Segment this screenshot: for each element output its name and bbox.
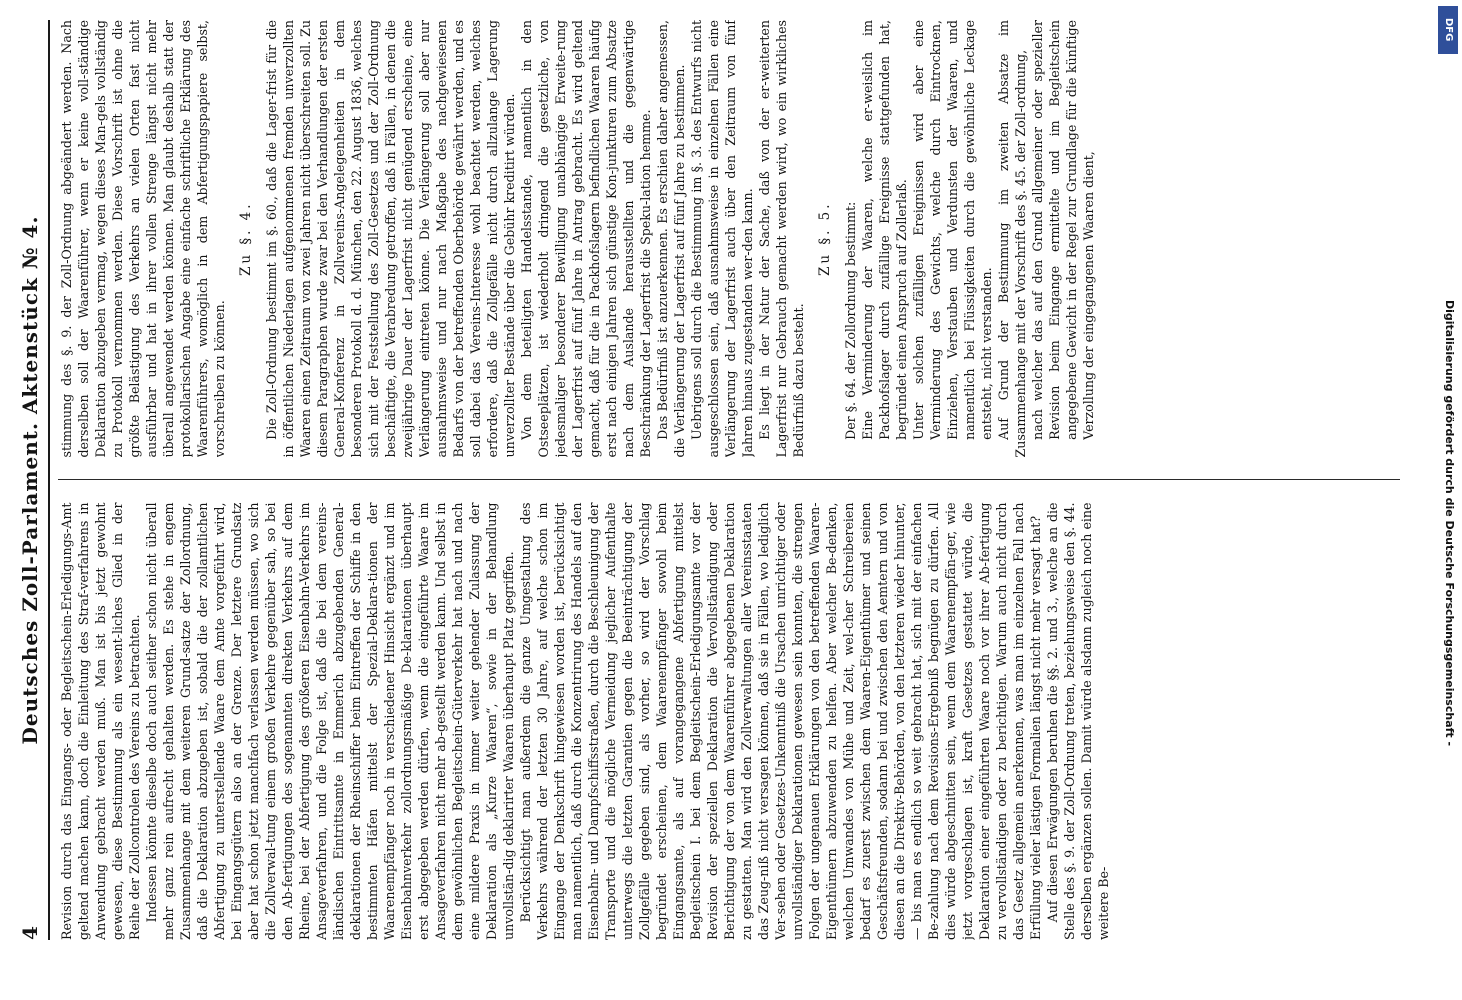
- right-column: [58, 20, 1400, 458]
- right-paragraph: Auf Grund der Bestimmung im zweiten Absatze im Zusammenhange mit der Vorschrift des §. 45. der Zoll-ordnung,: [996, 20, 1028, 458]
- quoted-paragraph: Eine Verminderung der Waaren, welche er-weislich im Packhofslager durch zufällige Ereignisse stattgefunden hat, begründet einen Anspruch auf Zollerlaß.: [860, 20, 909, 440]
- dfg-logo: DFG: [1438, 6, 1458, 54]
- right-paragraph: Der §. 64. der Zollordnung bestimmt:: [843, 201, 858, 440]
- section-heading: Zu §. 4.: [238, 201, 254, 277]
- left-column: [58, 503, 1400, 941]
- left-paragraph: Revision durch das Eingangs- oder Begleitschein-Erledigungs-Amt geltend machen kann, doch die Einleitung des Straf-verfahrens in Anwendung gebracht werden muß. Man ist bis jetzt gewohnt gewesen, diese Bestimmung als ein wesent-liches Glied in der Reihe der Zollcontrolen des Vereins zu betrachten.: [59, 502, 142, 940]
- right-paragraph: stimmung des §. 9. der Zoll-Ordnung abgeändert werden. Nach derselben soll der Waarenführer, wenn er keine voll-ständige Deklaration abzugeben vermag, wegen dieses Man-gels vollständig zu Protokoll vernommen werden. Diese Vorschrift ist ohne die größte Belästigung des Verkehrs an vielen Orten fast nicht ausführbar und hat in ihrer vollen Strenge längst nicht mehr überall angewendet werden können. Man glaubt deshalb statt der protokollarischen Angabe eine einfache schriftliche Erklärung des Waarenführers, womöglich in dem Abfertigungspapiere selbst, vorschreiben zu können.: [59, 20, 227, 458]
- page-header: [14, 20, 50, 940]
- column-divider: [58, 480, 1400, 481]
- right-paragraph: Das Bedürfniß ist anzuerkennen. Es erschien daher angemessen, die Verlängerung der Lagerfrist auf fünf Jahre zu bestimmen.: [655, 20, 687, 458]
- right-paragraph: Die Zoll-Ordnung bestimmt im §. 60., daß die Lager-frist für die in öffentlichen Niederlagen aufgenommenen fremden unverzollten Waaren einen Zeitraum von zwei Jahren nicht überschreiten soll. Zu diesem Paragraphen wurde zwar bei den Verhandlungen der ersten General-Konferenz in Zollvereins-Angelegenheiten in dem besonderen Protokoll d. d. München, den 22. August 1836, welches sich mit der Feststellung des Zoll-Gesetzes und der Zoll-Ordnung beschäftigte, die Verabredung getroffen, daß in Fällen, in denen die zweijährige Dauer der Lagerfrist nicht genügend erscheine, eine Verlängerung eintreten könne. Die Verlängerung soll aber nur ausnahmsweise und nur nach Maßgabe des nachgewiesenen Bedarfs von der betreffenden Oberbehörde gewährt werden, und es soll dabei das Vereins-Interesse wohl beachtet werden, welches erfordere, daß die Zollgefälle nicht durch allzulange Lagerung unverzollter Bestände über die Gebühr kreditirt würden.: [264, 20, 517, 458]
- quoted-paragraph: Unter solchen zufälligen Ereignissen wird aber eine Verminderung des Gewichts, welche durch Eintrocknen, Einziehen, Verstauben und Verdunsten der Waaren, und namentlich bei Flüssigkeiten durch die gewöhnliche Leckage entsteht, nicht verstanden.: [911, 20, 994, 440]
- left-paragraph: Berücksichtigt man außerdem die ganze Umgestaltung des Verkehrs während der letzten 30 Jahre, auf welche schon im Eingange der Denkschrift hingewiesen worden ist, berücksichtigt man namentlich, daß durch die Konzentrirung des Handels auf den Eisenbahn- und Dampfschiffsstraßen, durch die Beschleunigung der Transporte und die mögliche Vermeidung jeglicher Aufenthalte unterwegs die letzten Garantien gegen die Beeinträchtigung der Zollgefälle gegeben sind, als vorher, so wird der Vorschlag begründet erscheinen, dem Waarenempfänger sowohl beim Eingangsamte, als auf vorangegangene Abfertigung mittelst Begleitschein I. bei dem Begleitschein-Erledigungsamte vor der Revision der speziellen Deklaration die Vervollständigung oder Berichtigung der von dem Waarenführer abgegebenen Deklaration zu gestatten. Man wird den Zollverwaltungen aller Vereinsstaaten das Zeug-niß nicht versagen können, daß sie in Fällen, wo lediglich Ver-sehen oder Gesetzes-Unkenntniß die Ursachen unrichtiger oder unvollständiger Deklarationen gewesen sein konnten, die strengen Folgen der ungenauen Erklärungen von den betreffenden Waaren-Eigenthümern abzuwenden zu helfen. Aber welcher Be-denken, welchen Umwandes von Mühe und Zeit, wel-cher Schreibereien bedarf es zuerst zwischen dem Waaren-Eigenthümer und seinen Geschäftsfreunden, sodann bei und zwischen den Aemtern und von diesen an die Direktiv-Behörden, von den letzteren wieder hinunter, — bis man es endlich so weit gebracht hat, sich mit der einfachen Be-zahlung nach dem Revisions-Ergebniß begnügen zu dürfen. All dies würde abgeschnitten sein, wenn dem Waarenempfän-ger, wie jetzt vorgeschlagen ist, kraft Gesetzes gestattet würde, die Deklaration einer eingeführten Waare noch vor ihrer Ab-fertigung zu vervollständigen oder zu berichtigen. Warum auch nicht durch das Gesetz allgemein anerkennen, was man im einzelnen Fall nach Erfüllung vieler lästigen Formalien längst nicht mehr versagt hat?: [518, 502, 1043, 940]
- digitization-note: Digitalisierung gefördert durch die Deutsche Forschungsgemeinschaft -: [1443, 300, 1456, 747]
- running-title: Deutsches Zoll-Parlament. Aktenstück № 4.: [18, 215, 42, 745]
- left-paragraph: Auf diesen Erwägungen beruhen die §§. 2. und 3., welche an die Stelle des §. 9. der Zoll-Ordnung treten, beziehungsweise den §. 44. derselben ergänzen sollen. Damit würde alsdann zugleich noch eine weitere Be-: [1045, 502, 1111, 940]
- page-body: [58, 20, 1400, 940]
- page-number: 4: [18, 926, 42, 940]
- quoted-paragraph: nach welcher das auf den Grund allgemeiner oder spezieller Revision beim Eingange ermittelte und im Begleitschein angegebene Gewicht in der Regel zur Grundlage für die künftige Verzollung der eingegangenen Waaren dient,: [1030, 20, 1096, 440]
- section-heading: Zu §. 5.: [817, 201, 833, 277]
- right-paragraph: Es liegt in der Natur der Sache, daß von der er-weiterten Lagerfrist nur Gebrauch gemacht werden wird, wo ein wirkliches Bedürfniß dazu besteht.: [757, 20, 806, 458]
- right-paragraph: Von dem beteiligten Handelsstande, namentlich in den Ostseeplätzen, ist wiederholt dringend die gesetzliche, von jedesmaliger besonderer Bewilligung unabhängige Erweite-rung der Lagerfrist auf fünf Jahre in Antrag gebracht. Es wird geltend gemacht, daß für die in Packhofslagern befindlichen Waaren häufig erst nach einigen Jahren sich günstige Kon-junkturen zum Absatze nach dem Auslande herausstellten und die gegenwärtige Beschränkung der Lagerfrist die Speku-lation hemme.: [519, 20, 653, 458]
- right-paragraph: Uebrigens soll durch die Bestimmung im §. 3. des Entwurfs nicht ausgeschlossen sein, daß ausnahmsweise in einzelnen Fällen eine Verlängerung der Lagerfrist auch über den Zeitraum von fünf Jahren hinaus zugestanden wer-den kann.: [689, 20, 755, 458]
- left-paragraph: Indessen könnte dieselbe doch auch seither schon nicht überall mehr ganz rein aufrecht gehalten werden. Es stehe in engem Zusammenhange mit dem weiteren Grund-satze der Zollordnung, daß die Deklaration abzugeben ist, sobald die der zollamtlichen Abfertigung zu unterstellende Waare dem Amte vorgeführt wird, bei Eingangsgütern also an der Grenze. Der letztere Grundsatz aber hat schon jetzt manchfach verlassen werden müssen, wo sich die Zollverwal-tung einem großen Verkehre gegenüber sah, so bei den Ab-fertigungen des sogenannten direkten Verkehrs auf dem Rheine, bei der Abfertigung des größeren Eisenbahn-Verkehrs im Ansageverfahren, und die Folge ist, daß die bei dem vereins-ländischen Eintrittsamte in Emmerich abzugebenden General-deklarationen der Rheinschiffer beim Eintreffen der Schiffe in den bestimmten Häfen mittelst der Spezial-Deklara-tionen der Waarenempfänger noch in verschiedener Hinsicht ergänzt und im Eisenbahnverkehr zollordnungsmäßige De-klarationen überhaupt erst abgegeben werden dürfen, wenn die eingeführte Waare im Ansageverfahren nicht mehr ab-gestellt werden kann. Und selbst in dem gewöhnlichen Begleitschein-Güterverkehr hat nach und nach eine mildere Praxis in immer weiter gehender Zulassung der Deklaration als „Kurze Waaren“, sowie in der Behandlung unvollstän-dig deklarirter Waaren überhaupt Platz gegriffen.: [144, 502, 516, 940]
